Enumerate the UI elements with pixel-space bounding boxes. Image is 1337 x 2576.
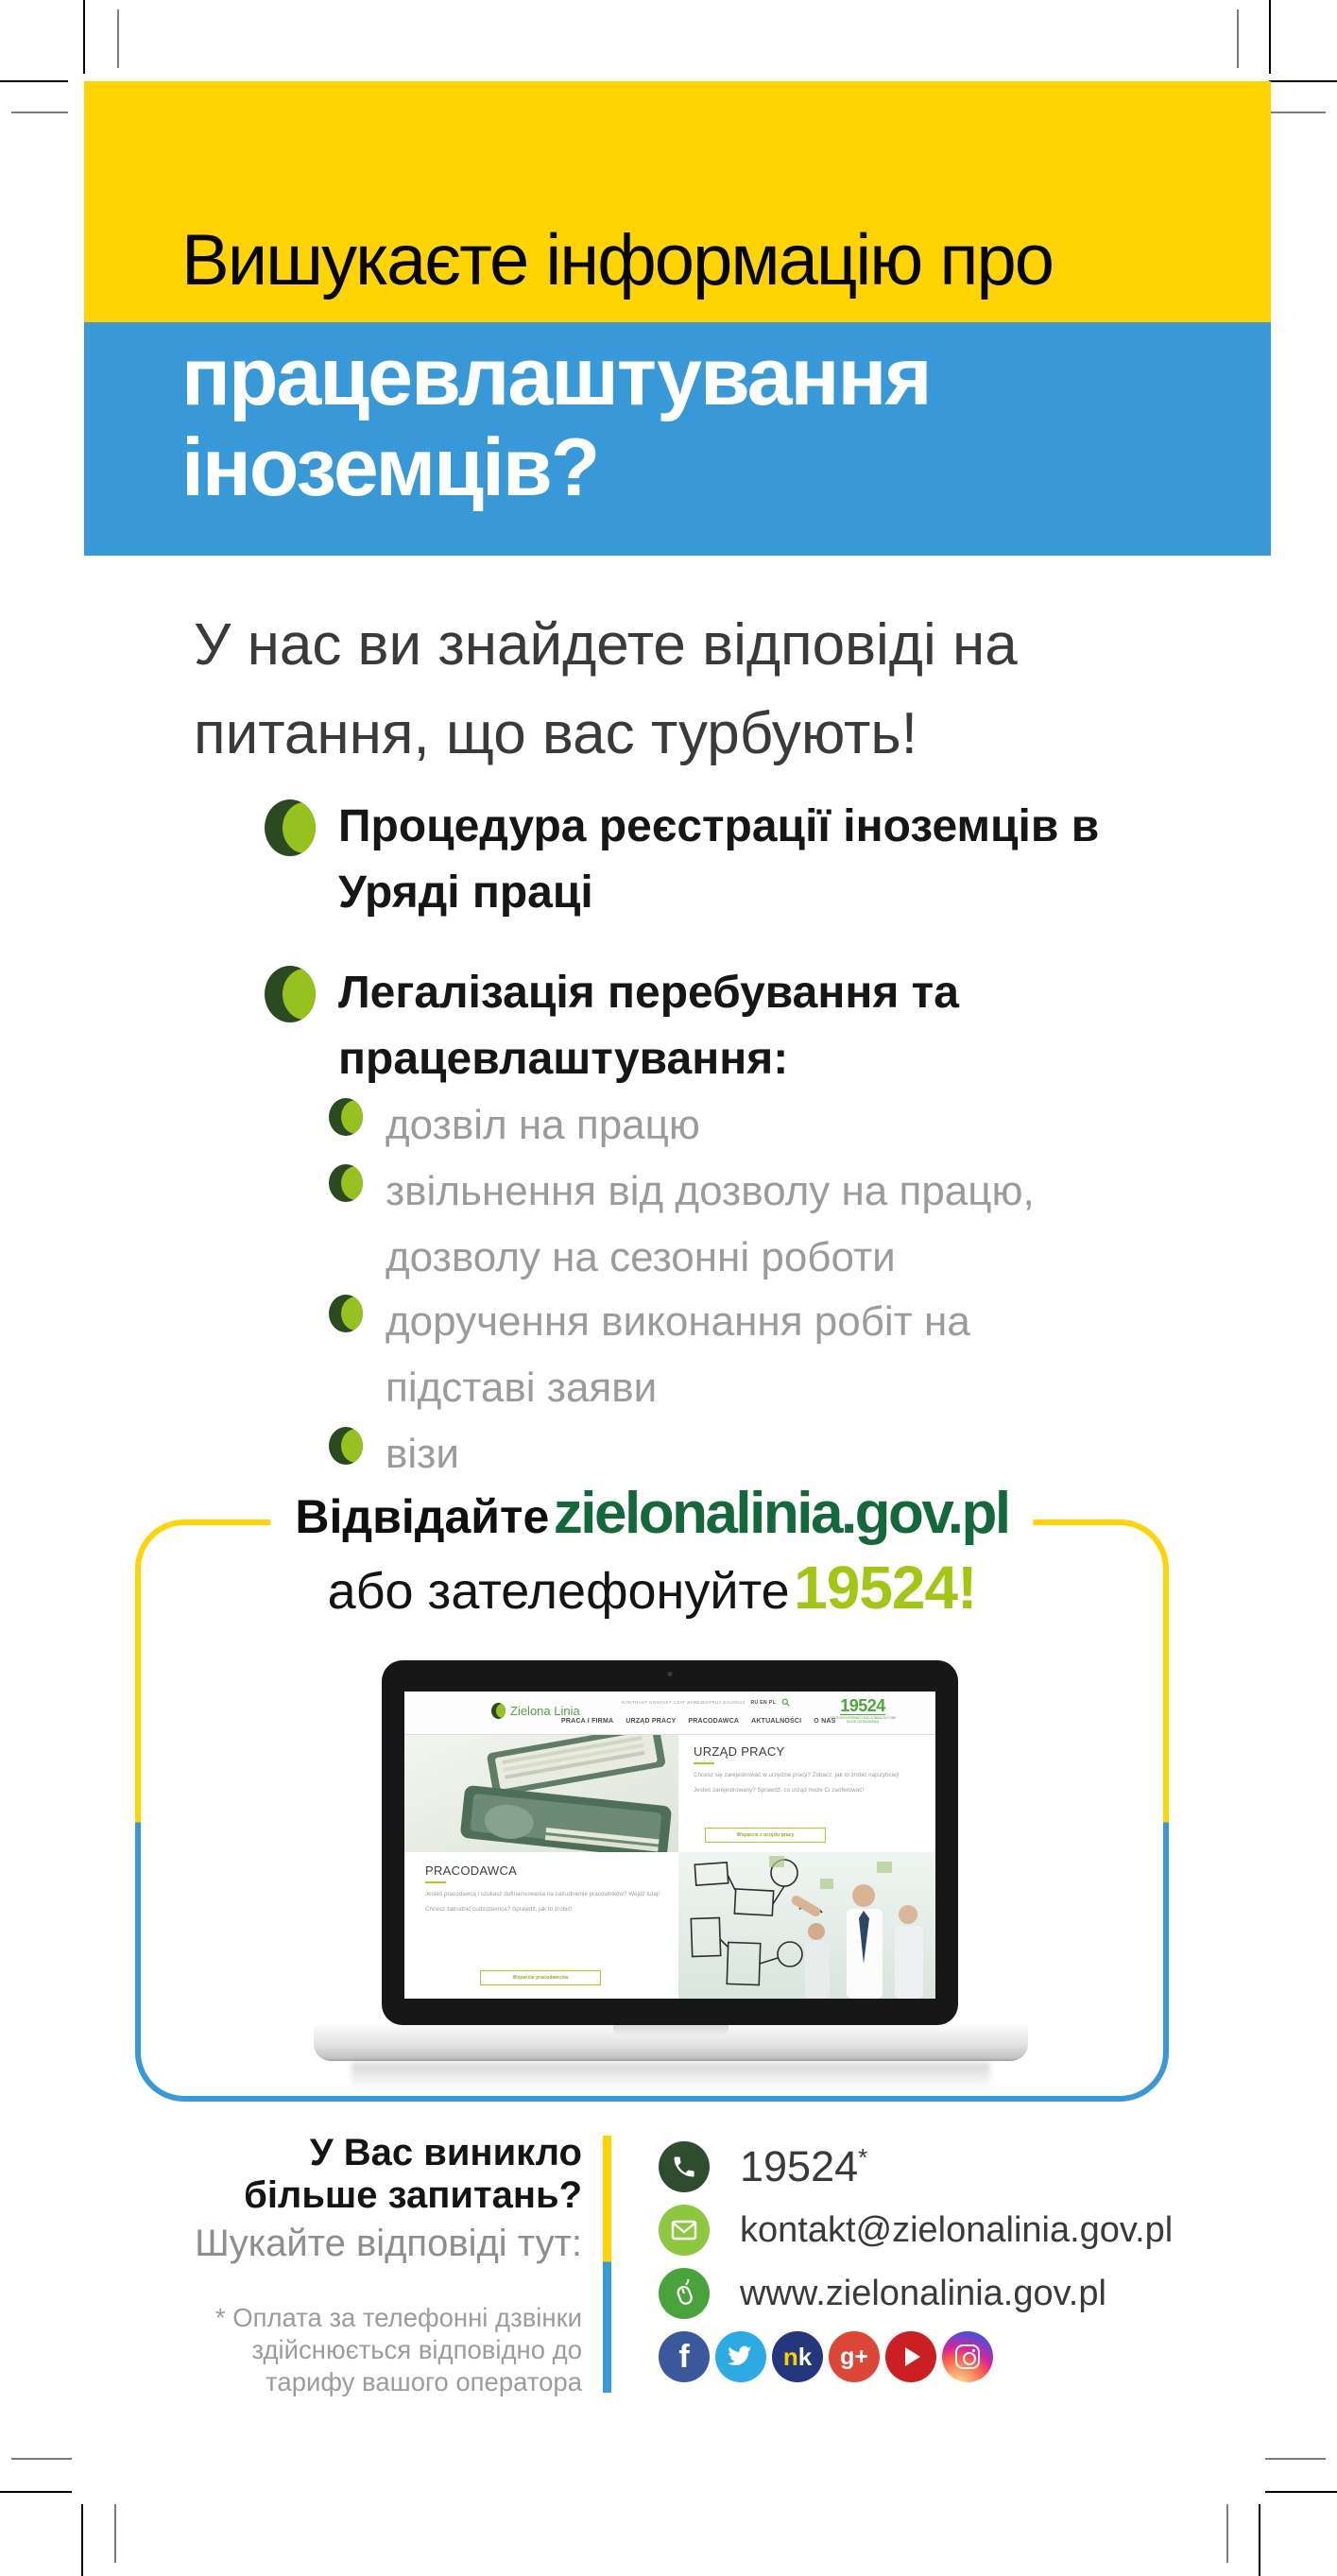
nk-glyph-k: k — [797, 2342, 813, 2371]
play-glyph — [905, 2347, 920, 2366]
phone-icon — [659, 2141, 710, 2192]
facebook-glyph: f — [678, 2338, 690, 2375]
crop-mark — [0, 80, 68, 82]
footnote — [132, 2302, 582, 2398]
utility-links[interactable]: KONTRAST KONTAKT CZAT ZAREJESTRUJ ZALOGUJ — [622, 1700, 746, 1705]
sub-bullet-visas — [386, 1421, 459, 1487]
header-yellow-band — [84, 81, 1271, 322]
crop-mark — [114, 2504, 116, 2563]
instagram-icon[interactable] — [942, 2331, 993, 2382]
website-header — [404, 1692, 935, 1735]
bullet-line: Уряді праці — [338, 867, 593, 918]
google-plus-icon[interactable] — [829, 2331, 880, 2382]
logo-text: Zielona Linia — [510, 1704, 580, 1718]
email-row — [659, 2205, 1173, 2256]
leaf-logo-icon — [491, 1703, 506, 1719]
nav-o-nas[interactable]: O NAS — [814, 1718, 836, 1725]
sub-bullet-declaration — [386, 1289, 970, 1421]
cta-phone-number: 19524! — [794, 1554, 977, 1622]
nk-glyph-n: n — [782, 2342, 798, 2371]
leaf-bullet-icon — [329, 1098, 363, 1136]
contact-website[interactable]: www.zielonalinia.gov.pl — [740, 2273, 1106, 2313]
binders-photo — [404, 1735, 678, 1852]
leaf-bullet-icon — [329, 1295, 363, 1332]
bullet-line: дозволу на сезонні роботи — [386, 1234, 896, 1280]
panel-paragraph: Jesteś pracodawcą i szukasz dofinansowania na zatrudnienie pracowników? Wejdź tutaj! — [425, 1891, 660, 1898]
youtube-icon[interactable] — [885, 2331, 936, 2382]
pracodawca-panel — [425, 1863, 661, 1989]
crop-mark — [0, 2491, 72, 2493]
leaf-bullet-icon — [329, 1164, 363, 1202]
panel-title: PRACODAWCA — [425, 1863, 518, 1878]
website-row — [659, 2268, 1106, 2319]
intro-line2: питання, що вас турбують! — [194, 701, 917, 766]
crop-mark — [1259, 2504, 1260, 2576]
cta-headline — [270, 1480, 1033, 1623]
twitter-icon[interactable] — [715, 2331, 766, 2382]
hint-text: Шукайте відповіді тут: — [195, 2223, 582, 2264]
bullet-line: Легалізація перебування та — [338, 968, 959, 1018]
leaf-bullet-icon — [265, 799, 316, 856]
gplus-glyph: g+ — [840, 2343, 868, 2370]
headline-word-foreigners: іноземців? — [181, 422, 599, 513]
website-main-nav — [561, 1718, 835, 1725]
crop-mark — [11, 112, 68, 113]
vertical-divider — [603, 2136, 611, 2393]
nav-praca-i-firma[interactable]: PRACA I FIRMA — [561, 1718, 614, 1725]
cta-visit-label: Відвідайте — [295, 1490, 550, 1543]
nav-aktualnosci[interactable]: AKTUALNOŚCI — [751, 1718, 802, 1725]
bullet-line: дозвіл на працю — [386, 1102, 700, 1148]
footnote-line: здійснюється відповідно до — [251, 2335, 582, 2364]
cta-site-link[interactable]: zielonalinia.gov.pl — [553, 1481, 1009, 1546]
bullet-line: візи — [386, 1431, 459, 1477]
crop-mark — [81, 2504, 83, 2576]
panel-paragraph: Chcesz zatrudnić cudzoziemca? Sprawdź, jak to zrobić! — [425, 1905, 573, 1913]
bullet-line: працевлаштування: — [338, 1034, 789, 1084]
crop-mark — [1269, 112, 1326, 113]
bullet-line: звільнення від дозволу на працю, — [386, 1168, 1035, 1214]
contact-email[interactable]: kontakt@zielonalinia.gov.pl — [740, 2209, 1174, 2250]
whiteboard-photo — [678, 1852, 935, 1999]
panel-title: URZĄD PRACY — [694, 1744, 785, 1759]
footnote-line: * Оплата за телефонні дзвінки — [214, 2303, 582, 2332]
email-icon — [659, 2205, 710, 2256]
crop-mark — [117, 9, 119, 68]
laptop-base — [314, 2025, 1028, 2061]
crop-mark — [1269, 80, 1337, 82]
leaf-bullet-icon — [265, 966, 316, 1022]
facebook-icon[interactable] — [659, 2331, 710, 2382]
cta-call-line — [270, 1553, 1033, 1623]
headline-question-line2 — [181, 332, 1271, 513]
crop-mark — [1237, 9, 1239, 68]
nav-urzad-pracy[interactable]: URZĄD PRACY — [626, 1718, 677, 1725]
panel-paragraph: Jesteś zarejestrowany? Sprawdź, co urząd może Ci zaoferować! — [694, 1786, 865, 1794]
wsparcie-urzad-button[interactable]: Wsparcie z urzędu pracy — [705, 1828, 826, 1843]
leaf-bullet-icon — [329, 1427, 363, 1465]
question-line2: більше запитань? — [244, 2174, 582, 2216]
questions-block — [132, 2132, 582, 2265]
wsparcie-pracodawcow-button[interactable]: Wsparcie pracodawców — [480, 1970, 601, 1985]
cta-visit-line — [270, 1480, 1033, 1547]
website-screenshot — [404, 1692, 935, 1999]
zielona-linia-logo[interactable] — [491, 1703, 580, 1719]
green-underline — [425, 1881, 446, 1883]
panel-paragraph: Chcesz się zarejestrować w urzędzie pracy? Zobacz, jak to zrobić najszybciej! — [694, 1772, 900, 1778]
sub-bullet-exemption — [386, 1159, 1035, 1291]
website-utility-nav[interactable] — [622, 1698, 790, 1707]
nk-icon[interactable] — [772, 2331, 823, 2382]
mouse-icon — [659, 2268, 710, 2319]
crop-mark — [1265, 2491, 1337, 2493]
bullet-legalization — [338, 960, 959, 1092]
camera-glyph — [955, 2344, 980, 2369]
asterisk: * — [858, 2143, 868, 2172]
crop-mark — [1269, 0, 1271, 74]
cta-call-label: або зателефонуйте — [327, 1563, 790, 1620]
hotline-caption: SŁUŻB ZATRUDNIENIA — [846, 1720, 880, 1724]
header-blue-band — [84, 322, 1271, 556]
crop-mark — [83, 0, 85, 74]
urzad-pracy-panel — [694, 1744, 924, 1843]
bullet-registration — [338, 794, 1099, 926]
bullet-line: Процедура реєстрації іноземців в — [338, 801, 1100, 851]
laptop-reflection — [351, 2063, 990, 2089]
crop-mark — [1226, 2504, 1228, 2563]
crop-mark — [1265, 2458, 1326, 2460]
contact-phone-number[interactable]: 19524* — [740, 2142, 868, 2190]
laptop-webcam — [668, 1672, 673, 1676]
laptop-notch — [613, 2025, 728, 2037]
hotline-caption: CENTRUM INFORMACYJNO-KONSULTACYJNE — [829, 1716, 897, 1720]
bullet-line: підставі заяви — [386, 1365, 658, 1411]
crop-mark — [11, 2458, 72, 2460]
hotline-number: 19524 — [840, 1696, 885, 1715]
nav-pracodawca[interactable]: PRACODAWCA — [688, 1718, 740, 1725]
footnote-line: тарифу вашого оператора — [266, 2367, 582, 2396]
intro-text — [194, 601, 1018, 779]
website-hotline — [811, 1697, 915, 1724]
green-underline — [694, 1762, 714, 1764]
search-icon[interactable] — [781, 1698, 790, 1707]
intro-line1: У нас ви знайдете відповіді на — [194, 612, 1018, 678]
language-switcher[interactable]: RU EN PL — [750, 1699, 777, 1706]
headline-question-line1: Вишукаєте інформацію про — [181, 220, 1054, 301]
phone-row — [659, 2141, 867, 2192]
headline-word-employment: працевлаштування — [181, 332, 931, 422]
question-line1: У Вас виникло — [309, 2132, 582, 2173]
sub-bullet-work-permit — [386, 1092, 700, 1159]
bullet-line: доручення виконання робіт на — [386, 1298, 970, 1345]
